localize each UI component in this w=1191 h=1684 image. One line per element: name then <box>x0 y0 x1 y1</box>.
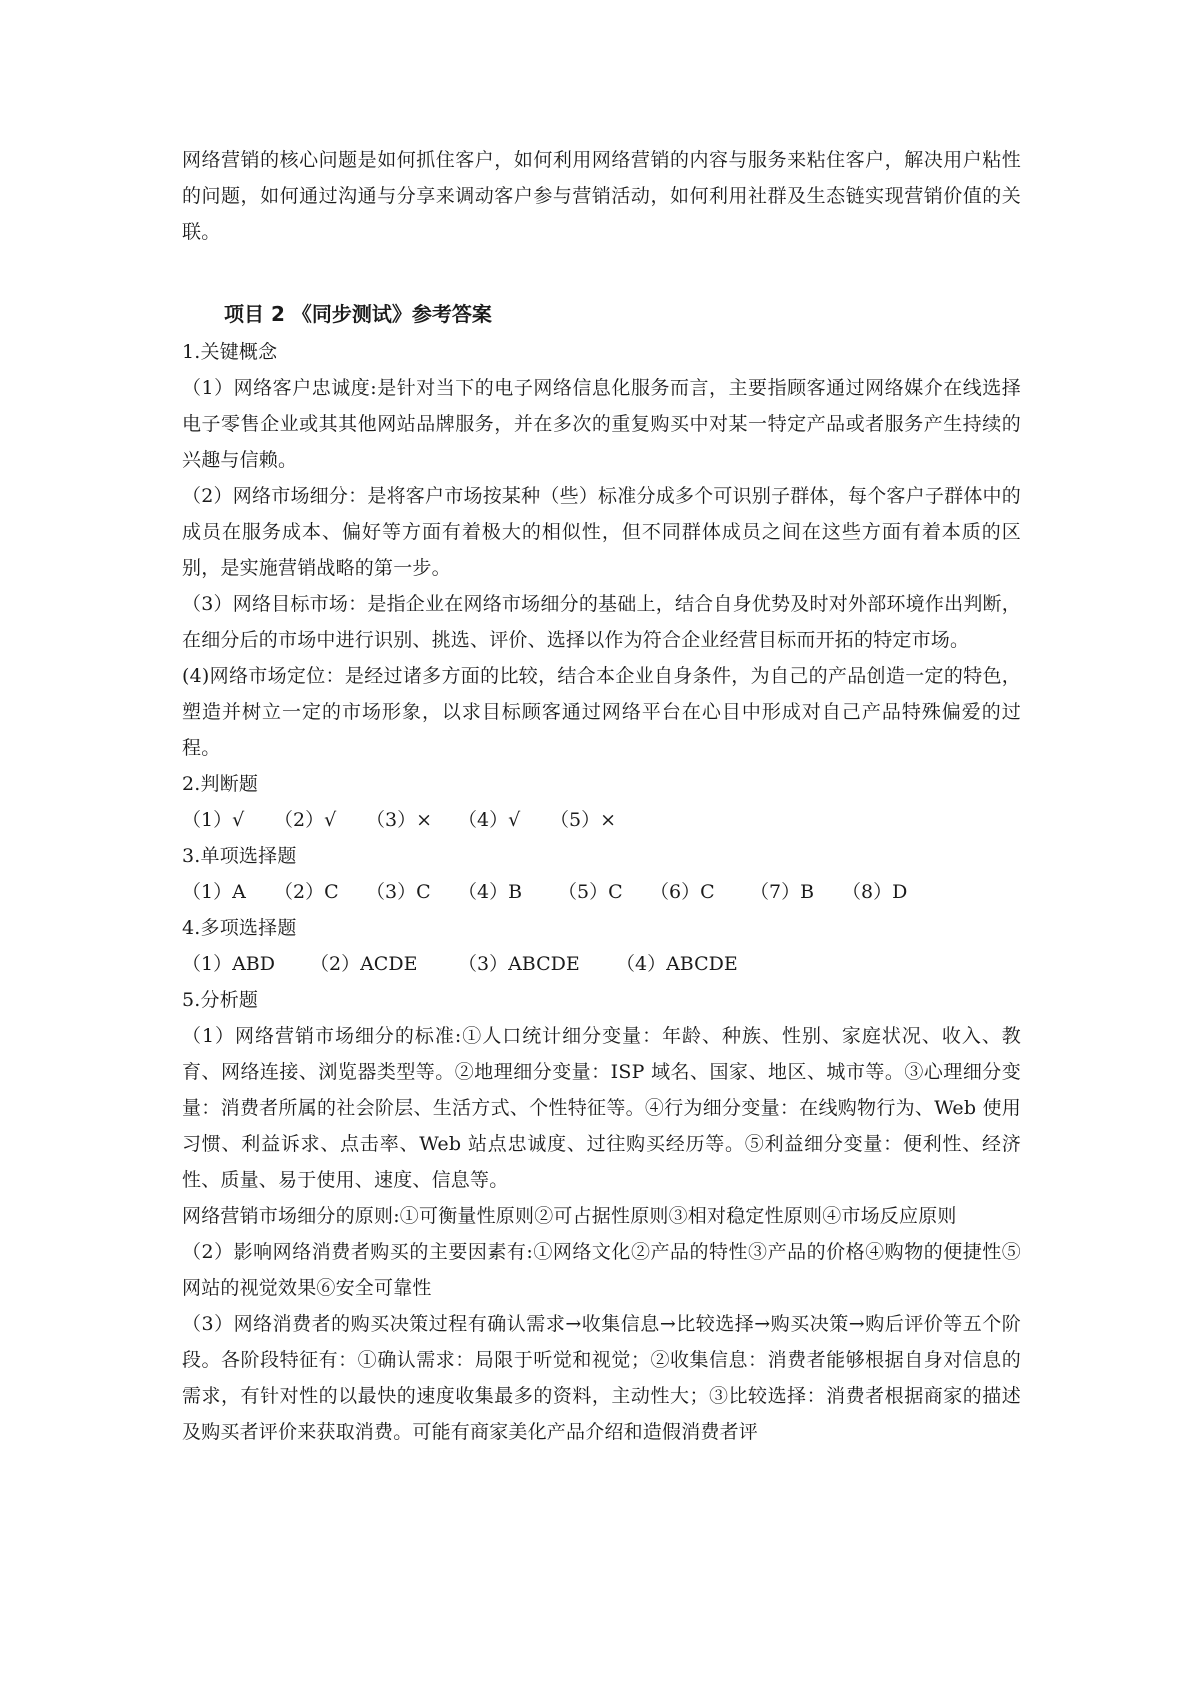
concept-3: （3）网络目标市场：是指企业在网络市场细分的基础上，结合自身优势及时对外部环境作出判断，在细分后的市场中进行识别、挑选、评价、选择以作为符合企业经营目标而开拓的特定市场。 <box>182 593 1021 651</box>
concept-2: （2）网络市场细分：是将客户市场按某种（些）标准分成多个可识别子群体，每个客户子群体中的成员在服务成本、偏好等方面有着极大的相似性，但不同群体成员之间在这些方面有着本质的区别，是实施营销战略的第一步。 <box>182 485 1021 579</box>
answer-item: （4）B <box>458 881 523 903</box>
answer-item: （1）√ <box>182 809 245 831</box>
analysis-1: （1）网络营销市场细分的标准:①人口统计细分变量：年龄、种族、性别、家庭状况、收入、教育、网络连接、浏览器类型等。②地理细分变量：ISP 域名、国家、地区、城市等。③心理细分变量：消费者所属的社会阶层、生活方式、个性特征等。④行为细分变量：在线购物行为、Web 使用习惯、利益诉求、点击率、Web 站点忠诚度、过往购买经历等。⑤利益细分变量：便利性、经济性、质量、易于使用、速度、信息等。 <box>182 1025 1021 1191</box>
answer-item: （4）√ <box>458 809 521 831</box>
multi-choice-answers <box>182 946 1021 982</box>
answer-item: （2）ACDE <box>310 953 418 975</box>
key-concepts-title: 1.关键概念 <box>182 341 278 363</box>
answer-item: （5）× <box>550 809 617 831</box>
single-choice-title: 3.单项选择题 <box>182 845 297 867</box>
analysis-3: （3）网络消费者的购买决策过程有确认需求→收集信息→比较选择→购买决策→购后评价等五个阶段。各阶段特征有：①确认需求：局限于听觉和视觉；②收集信息：消费者能够根据自身对信息的需求，有针对性的以最快的速度收集最多的资料，主动性大；③比较选择：消费者根据商家的描述及购买者评价来获取消费。可能有商家美化产品介绍和造假消费者评 <box>182 1313 1021 1443</box>
concept-1: （1）网络客户忠诚度:是针对当下的电子网络信息化服务而言，主要指顾客通过网络媒介在线选择电子零售企业或其其他网站品牌服务，并在多次的重复购买中对某一特定产品或者服务产生持续的兴趣与信赖。 <box>182 377 1021 471</box>
analysis-principles: 网络营销市场细分的原则:①可衡量性原则②可占据性原则③相对稳定性原则④市场反应原则 <box>182 1205 957 1227</box>
true-false-title: 2.判断题 <box>182 773 259 795</box>
concept-4: (4)网络市场定位：是经过诸多方面的比较，结合本企业自身条件，为自己的产品创造一定的特色，塑造并树立一定的市场形象，以求目标顾客通过网络平台在心目中形成对自己产品特殊偏爱的过程。 <box>182 665 1021 759</box>
true-false-answers <box>182 802 1021 838</box>
answer-item: （8）D <box>842 881 908 903</box>
answer-item: （2）√ <box>274 809 337 831</box>
answer-item: （1）A <box>182 881 246 903</box>
multi-choice-title: 4.多项选择题 <box>182 917 297 939</box>
intro-paragraph: 网络营销的核心问题是如何抓住客户，如何利用网络营销的内容与服务来粘住客户，解决用户粘性的问题，如何通过沟通与分享来调动客户参与营销活动，如何利用社群及生态链实现营销价值的关联。 <box>182 149 1021 243</box>
answer-item: （6）C <box>650 881 715 903</box>
answer-item: （1）ABD <box>182 953 276 975</box>
single-choice-answers <box>182 874 1021 910</box>
answer-item: （3）ABCDE <box>458 953 580 975</box>
answer-item: （2）C <box>274 881 339 903</box>
section-heading: 项目 2 《同步测试》参考答案 <box>224 302 492 326</box>
answer-item: （4）ABCDE <box>616 953 738 975</box>
answer-item: （7）B <box>750 881 815 903</box>
analysis-2: （2）影响网络消费者购买的主要因素有:①网络文化②产品的特性③产品的价格④购物的便捷性⑤网站的视觉效果⑥安全可靠性 <box>182 1241 1021 1299</box>
analysis-title: 5.分析题 <box>182 989 259 1011</box>
answer-item: （3）× <box>366 809 433 831</box>
answer-item: （5）C <box>558 881 623 903</box>
answer-item: （3）C <box>366 881 431 903</box>
